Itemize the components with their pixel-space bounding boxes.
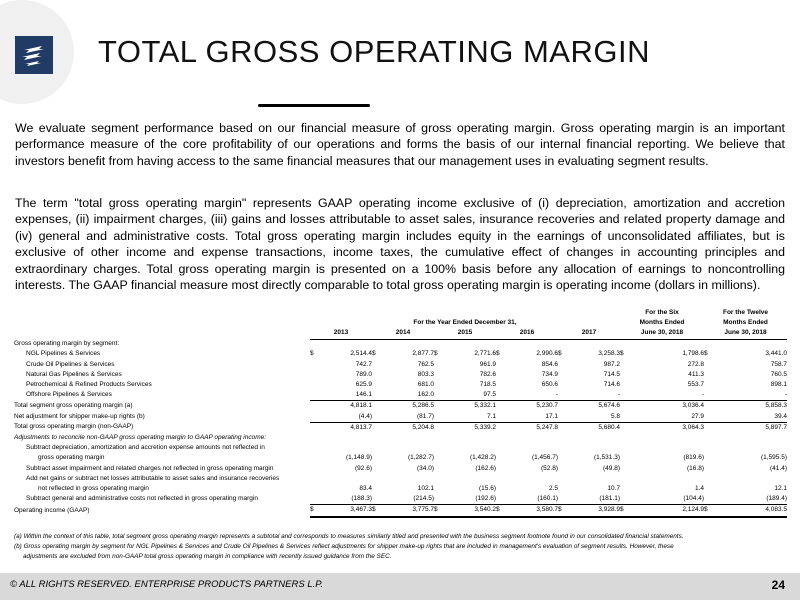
value-cell xyxy=(628,339,704,349)
currency-symbol xyxy=(620,422,628,433)
currency-symbol xyxy=(558,443,566,453)
row-label: Subtract depreciation, amortization and accretion expense amounts not reflected in xyxy=(26,444,265,452)
row-label: gross operating margin xyxy=(38,454,105,462)
year-header: 2017 xyxy=(558,328,620,339)
value-cell: 1,798.6 xyxy=(682,350,704,358)
value-cell: 97.5 xyxy=(442,390,496,401)
row-label: Net adjustment for shipper make-up rights (b) xyxy=(14,412,145,420)
currency-symbol: $ xyxy=(496,505,504,517)
value-cell xyxy=(442,474,496,484)
currency-symbol xyxy=(496,464,504,474)
currency-symbol xyxy=(310,370,318,380)
value-cell: (188.3) xyxy=(318,494,372,505)
header-twelve-line3: June 30, 2018 xyxy=(704,328,787,339)
value-cell xyxy=(442,433,496,443)
value-cell: (189.4) xyxy=(712,494,787,505)
row-label: Total gross operating margin (non-GAAP) xyxy=(14,423,134,431)
copyright-footer: © ALL RIGHTS RESERVED. ENTERPRISE PRODUCTS PARTNERS L.P. xyxy=(10,579,324,590)
currency-symbol xyxy=(620,370,628,380)
currency-symbol xyxy=(620,433,628,443)
row-label: Crude Oil Pipelines & Services xyxy=(26,360,115,368)
currency-symbol xyxy=(558,412,566,423)
value-cell: 742.7 xyxy=(355,360,372,368)
value-cell: (214.5) xyxy=(380,494,434,505)
table-row xyxy=(14,339,787,349)
currency-symbol xyxy=(496,422,504,433)
currency-symbol xyxy=(558,422,566,433)
currency-symbol xyxy=(372,412,380,423)
currency-symbol xyxy=(310,484,318,494)
value-cell: (1,531.3) xyxy=(593,454,620,462)
table-row xyxy=(14,474,787,484)
value-cell: 4,818.1 xyxy=(350,402,372,410)
row-label: Subtract general and administrative costs not reflected in gross operating margin xyxy=(26,495,258,503)
currency-symbol xyxy=(496,412,504,423)
table-row xyxy=(14,494,787,505)
table-row xyxy=(14,390,787,401)
currency-symbol xyxy=(372,453,380,463)
currency-symbol xyxy=(434,412,442,423)
value-cell: 803.3 xyxy=(417,370,434,378)
currency-symbol: $ xyxy=(310,505,318,517)
footnote-a: (a) Within the context of this table, total segment gross operating margin represents a subtotal and corresponds to measures similarly titled and presented with the business segment footnote found in our consolidated financial statements. xyxy=(14,533,684,540)
table-row xyxy=(14,422,787,433)
value-cell xyxy=(712,339,787,349)
currency-symbol xyxy=(310,339,318,349)
currency-symbol: $ xyxy=(434,350,438,358)
currency-symbol xyxy=(372,443,380,453)
value-cell xyxy=(712,443,787,453)
value-cell: 2,124.9 xyxy=(628,505,704,517)
currency-symbol xyxy=(620,339,628,349)
value-cell: 898.1 xyxy=(770,380,787,388)
currency-symbol xyxy=(434,339,442,349)
value-cell: (1,282.7) xyxy=(407,454,434,462)
value-cell: (34.0) xyxy=(417,464,434,472)
table-row xyxy=(14,453,787,463)
header-year-range: For the Year Ended December 31, xyxy=(413,319,517,327)
value-cell: (16.8) xyxy=(687,464,704,472)
currency-symbol xyxy=(372,370,380,380)
value-cell: 3,540.2 xyxy=(442,505,496,517)
value-cell: 5,204.8 xyxy=(412,423,434,431)
value-cell: (104.4) xyxy=(628,494,704,505)
row-label: NGL Pipelines & Services xyxy=(26,350,101,358)
value-cell xyxy=(318,443,372,453)
currency-symbol: $ xyxy=(558,505,566,517)
year-header: 2016 xyxy=(496,328,558,339)
currency-symbol xyxy=(496,401,504,412)
currency-symbol xyxy=(558,401,566,412)
currency-symbol xyxy=(310,380,318,390)
page-number: 24 xyxy=(771,578,785,592)
value-cell: 5.8 xyxy=(566,412,620,423)
value-cell: (81.7) xyxy=(380,412,434,423)
value-cell: 7.1 xyxy=(442,412,496,423)
currency-symbol xyxy=(496,433,504,443)
currency-symbol xyxy=(372,464,380,474)
currency-symbol xyxy=(372,433,380,443)
value-cell: 2,771.6 xyxy=(474,350,496,358)
currency-symbol xyxy=(704,433,712,443)
value-cell: 2,990.6 xyxy=(536,350,558,358)
currency-symbol xyxy=(620,484,628,494)
currency-symbol xyxy=(620,443,628,453)
currency-symbol xyxy=(620,494,628,505)
currency-symbol xyxy=(704,453,712,463)
value-cell: (15.6) xyxy=(479,484,496,492)
value-cell: (181.1) xyxy=(566,494,620,505)
currency-symbol xyxy=(620,380,628,390)
value-cell: 27.9 xyxy=(628,412,704,423)
value-cell xyxy=(380,433,434,443)
currency-symbol xyxy=(434,401,442,412)
value-cell: 4,813.7 xyxy=(350,423,372,431)
value-cell: 762.5 xyxy=(417,360,434,368)
value-cell: (92.6) xyxy=(355,464,372,472)
value-cell: 3,064.3 xyxy=(682,423,704,431)
row-label: Subtract asset impairment and related charges not reflected in gross operating margin xyxy=(26,464,274,472)
currency-symbol xyxy=(496,360,504,370)
value-cell: (41.4) xyxy=(770,464,787,472)
footnote-b: (b) Gross operating margin by segment for NGL Pipelines & Services and Crude Oil Pipelines & Services reflect adjustments for shipper make-up rights that are included in management's evaluation of segment results. However, these xyxy=(14,542,674,550)
value-cell: (192.6) xyxy=(442,494,496,505)
currency-symbol xyxy=(620,464,628,474)
currency-symbol xyxy=(704,422,712,433)
value-cell: (1,428.2) xyxy=(469,454,496,462)
value-cell: 3,467.3 xyxy=(318,505,372,517)
row-label: Gross operating margin by segment: xyxy=(14,340,120,348)
currency-symbol xyxy=(310,390,318,401)
currency-symbol xyxy=(434,484,442,494)
currency-symbol xyxy=(434,390,442,401)
currency-symbol xyxy=(310,422,318,433)
value-cell: - xyxy=(504,390,558,401)
header-six-line3: June 30, 2018 xyxy=(620,328,704,339)
currency-symbol: $ xyxy=(372,350,376,358)
value-cell: 12.1 xyxy=(774,484,787,492)
header-six-line1: For the Six xyxy=(645,309,679,316)
currency-symbol xyxy=(372,339,380,349)
row-label: Petrochemical & Refined Products Services xyxy=(26,380,152,388)
value-cell: 789.0 xyxy=(355,370,372,378)
currency-symbol xyxy=(496,484,504,494)
currency-symbol xyxy=(434,453,442,463)
value-cell xyxy=(318,433,372,443)
value-cell: 102.1 xyxy=(417,484,434,492)
value-cell: (49.8) xyxy=(603,464,620,472)
currency-symbol xyxy=(558,339,566,349)
value-cell: - xyxy=(566,390,620,401)
value-cell: 3,928.9 xyxy=(566,505,620,517)
table-row xyxy=(14,380,787,390)
value-cell xyxy=(380,474,434,484)
table-row xyxy=(14,484,787,494)
company-logo xyxy=(15,36,53,74)
value-cell xyxy=(628,433,704,443)
currency-symbol xyxy=(496,370,504,380)
row-label: Add net gains or subtract net losses attributable to asset sales and insurance recoveries xyxy=(26,474,280,482)
currency-symbol xyxy=(558,453,566,463)
currency-symbol xyxy=(372,484,380,494)
currency-symbol xyxy=(310,360,318,370)
currency-symbol xyxy=(620,453,628,463)
currency-symbol xyxy=(620,360,628,370)
currency-symbol xyxy=(372,380,380,390)
currency-symbol xyxy=(310,494,318,505)
currency-symbol: $ xyxy=(496,350,500,358)
currency-symbol xyxy=(434,443,442,453)
currency-symbol: $ xyxy=(558,350,562,358)
row-label: Operating income (GAAP) xyxy=(14,506,90,514)
header-row-1 xyxy=(14,308,787,318)
currency-symbol xyxy=(558,380,566,390)
currency-symbol xyxy=(704,474,712,484)
table-row xyxy=(14,505,787,517)
value-cell: 5,858.3 xyxy=(765,402,787,410)
row-label: Natural Gas Pipelines & Services xyxy=(26,370,122,378)
value-cell: (1,595.5) xyxy=(760,454,787,462)
currency-symbol xyxy=(704,401,712,412)
value-cell: (1,456.7) xyxy=(531,454,558,462)
currency-symbol xyxy=(310,412,318,423)
value-cell xyxy=(566,339,620,349)
value-cell: - xyxy=(712,390,787,401)
row-label: Adjustments to reconcile non-GAAP gross operating margin to GAAP operating income: xyxy=(14,433,267,441)
value-cell: 758.7 xyxy=(770,360,787,368)
value-cell: 5,897.7 xyxy=(765,423,787,431)
value-cell xyxy=(566,433,620,443)
value-cell xyxy=(380,339,434,349)
currency-symbol xyxy=(704,360,712,370)
definition-paragraph: The term "total gross operating margin" represents GAAP operating income exclusive of (i) depreciation, amortization and accretion expenses, (ii) impairment charges, (iii) gains and losses attributable to asset sales, insurance recoveries and related property damage and (iv) general and administrative costs. Total gross operating margin includes equity in the earnings of unconsolidated affiliates, but is exclusive of other income and expense transactions, income taxes, the cumulative effect of changes in accounting principles and extraordinary charges. Total gross operating margin is presented on a 100% basis before any allocation of earnings to noncontrolling interests. The GAAP financial measure most directly comparable to total gross operating margin is operating income (dollars in millions). xyxy=(15,196,785,293)
value-cell: 760.5 xyxy=(770,370,787,378)
footnotes xyxy=(14,532,794,561)
currency-symbol xyxy=(704,412,712,423)
currency-symbol xyxy=(558,474,566,484)
currency-symbol xyxy=(496,339,504,349)
currency-symbol xyxy=(496,443,504,453)
year-header: 2015 xyxy=(434,328,496,339)
value-cell: 5,247.8 xyxy=(536,423,558,431)
value-cell xyxy=(442,443,496,453)
currency-symbol xyxy=(704,443,712,453)
currency-symbol xyxy=(496,390,504,401)
value-cell: 3,580.7 xyxy=(504,505,558,517)
value-cell: 2.5 xyxy=(548,484,558,492)
currency-symbol xyxy=(496,474,504,484)
value-cell: 5,339.2 xyxy=(474,423,496,431)
currency-symbol xyxy=(372,360,380,370)
currency-symbol xyxy=(434,494,442,505)
currency-symbol xyxy=(558,370,566,380)
value-cell: 5,680.4 xyxy=(598,423,620,431)
value-cell: 5,230.7 xyxy=(536,402,558,410)
value-cell: 5,332.1 xyxy=(474,402,496,410)
page-title: TOTAL GROSS OPERATING MARGIN xyxy=(98,34,650,69)
value-cell: 553.7 xyxy=(687,380,704,388)
value-cell: 5,674.6 xyxy=(598,402,620,410)
value-cell: 5,286.5 xyxy=(412,402,434,410)
value-cell: 3,036.4 xyxy=(682,402,704,410)
currency-symbol xyxy=(434,474,442,484)
currency-symbol xyxy=(310,443,318,453)
currency-symbol xyxy=(704,370,712,380)
row-label: Total segment gross operating margin (a) xyxy=(14,402,133,410)
currency-symbol xyxy=(704,380,712,390)
header-row-3 xyxy=(14,328,787,339)
currency-symbol xyxy=(434,422,442,433)
currency-symbol xyxy=(310,474,318,484)
value-cell: 1.4 xyxy=(694,484,704,492)
currency-symbol xyxy=(372,494,380,505)
header-twelve-line2: Months Ended xyxy=(723,319,768,327)
currency-symbol xyxy=(558,360,566,370)
value-cell: 782.6 xyxy=(479,370,496,378)
currency-symbol xyxy=(496,494,504,505)
value-cell xyxy=(712,433,787,443)
currency-symbol xyxy=(310,401,318,412)
value-cell: 625.9 xyxy=(355,380,372,388)
value-cell: 3,775.7 xyxy=(380,505,434,517)
value-cell xyxy=(380,443,434,453)
value-cell: 714.5 xyxy=(603,370,620,378)
currency-symbol xyxy=(434,360,442,370)
intro-paragraph: We evaluate segment performance based on our financial measure of gross operating margin. Gross operating margin is an important performance measure of the core profitability of our operations and forms the basis of our internal financial reporting. We believe that investors benefit from having access to the same financial measures that our management uses in evaluating segment results. xyxy=(15,121,785,168)
currency-symbol xyxy=(704,390,712,401)
currency-symbol xyxy=(310,453,318,463)
value-cell: 17.1 xyxy=(504,412,558,423)
value-cell: 10.7 xyxy=(607,484,620,492)
currency-symbol: $ xyxy=(704,350,708,358)
value-cell: 987.2 xyxy=(603,360,620,368)
currency-symbol xyxy=(704,484,712,494)
value-cell: (4.4) xyxy=(318,412,372,423)
value-cell xyxy=(504,339,558,349)
currency-symbol xyxy=(434,370,442,380)
value-cell xyxy=(504,474,558,484)
currency-symbol xyxy=(372,474,380,484)
currency-symbol xyxy=(558,390,566,401)
currency-symbol xyxy=(372,422,380,433)
table-row xyxy=(14,370,787,380)
header-six-line2: Months Ended xyxy=(639,319,685,327)
value-cell: (819.6) xyxy=(683,454,704,462)
currency-symbol xyxy=(620,401,628,412)
table-row xyxy=(14,443,787,453)
value-cell xyxy=(566,443,620,453)
currency-symbol xyxy=(620,390,628,401)
value-cell: (52.8) xyxy=(541,464,558,472)
value-cell: (1,148.9) xyxy=(345,454,372,462)
currency-symbol: $ xyxy=(704,505,712,517)
table-row xyxy=(14,349,787,359)
value-cell: 3,441.0 xyxy=(765,350,787,358)
value-cell: (160.1) xyxy=(504,494,558,505)
currency-symbol xyxy=(704,494,712,505)
currency-symbol xyxy=(310,433,318,443)
value-cell: - xyxy=(628,390,704,401)
value-cell: 2,877.7 xyxy=(412,350,434,358)
value-cell: 650.6 xyxy=(541,380,558,388)
currency-symbol xyxy=(558,484,566,494)
value-cell: 714.6 xyxy=(603,380,620,388)
currency-symbol xyxy=(620,474,628,484)
footnote-b-continued: adjustments are excluded from non-GAAP total gross operating margin in compliance with recently issued guidance from the SEC. xyxy=(23,552,392,560)
value-cell: 162.0 xyxy=(380,390,434,401)
table-row xyxy=(14,464,787,474)
title-underline xyxy=(258,104,370,107)
value-cell: 2,514.4 xyxy=(350,350,372,358)
currency-symbol: $ xyxy=(620,505,628,517)
value-cell: 83.4 xyxy=(359,484,372,492)
value-cell xyxy=(318,339,372,349)
currency-symbol xyxy=(558,494,566,505)
value-cell xyxy=(442,339,496,349)
value-cell: 734.9 xyxy=(541,370,558,378)
value-cell: 3,258.3 xyxy=(598,350,620,358)
currency-symbol xyxy=(620,412,628,423)
value-cell xyxy=(566,474,620,484)
table-row xyxy=(14,433,787,443)
currency-symbol xyxy=(558,433,566,443)
value-cell xyxy=(628,443,704,453)
currency-symbol xyxy=(496,453,504,463)
currency-symbol xyxy=(434,433,442,443)
value-cell: 854.6 xyxy=(541,360,558,368)
currency-symbol xyxy=(704,339,712,349)
value-cell xyxy=(318,474,372,484)
currency-symbol xyxy=(558,464,566,474)
currency-symbol xyxy=(372,390,380,401)
value-cell: 961.9 xyxy=(479,360,496,368)
currency-symbol xyxy=(372,401,380,412)
currency-symbol xyxy=(496,380,504,390)
row-label: not reflected in gross operating margin xyxy=(38,484,149,492)
value-cell: 272.8 xyxy=(687,360,704,368)
currency-symbol xyxy=(434,464,442,474)
year-header: 2013 xyxy=(310,328,372,339)
table-row xyxy=(14,412,787,423)
value-cell xyxy=(712,474,787,484)
currency-symbol: $ xyxy=(372,505,380,517)
header-twelve-line1: For the Twelve xyxy=(722,309,769,316)
value-cell xyxy=(504,443,558,453)
value-cell: 4,083.5 xyxy=(712,505,787,517)
currency-symbol xyxy=(310,464,318,474)
currency-symbol: $ xyxy=(620,350,624,358)
value-cell: 718.5 xyxy=(479,380,496,388)
currency-symbol xyxy=(434,380,442,390)
row-label: Offshore Pipelines & Services xyxy=(26,391,112,399)
value-cell: 39.4 xyxy=(712,412,787,423)
currency-symbol: $ xyxy=(434,505,442,517)
value-cell: 681.0 xyxy=(417,380,434,388)
year-header: 2014 xyxy=(372,328,434,339)
value-cell xyxy=(628,474,704,484)
gross-margin-table xyxy=(14,308,787,518)
value-cell: 146.1 xyxy=(318,390,372,401)
header-row-2 xyxy=(14,318,787,328)
table-row xyxy=(14,401,787,412)
value-cell: 411.3 xyxy=(688,370,704,378)
value-cell: (162.6) xyxy=(475,464,496,472)
currency-symbol: $ xyxy=(310,350,314,358)
currency-symbol xyxy=(704,464,712,474)
value-cell xyxy=(504,433,558,443)
table-row xyxy=(14,360,787,370)
